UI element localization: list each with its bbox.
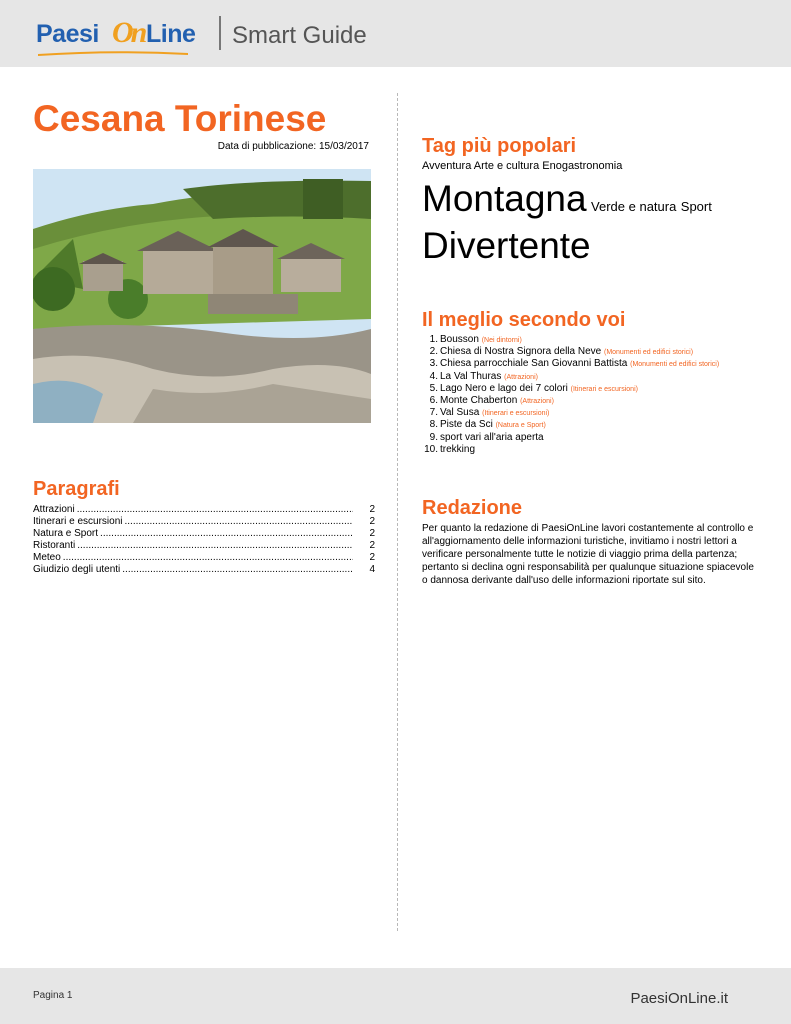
header-band bbox=[0, 0, 791, 67]
rank-number: 3. bbox=[429, 358, 438, 370]
toc-page: 2 bbox=[369, 504, 375, 515]
paragraph-index bbox=[33, 504, 375, 576]
toc-page: 2 bbox=[369, 540, 375, 551]
tags-line-2 bbox=[422, 225, 591, 267]
publication-date: Data di pubblicazione: 15/03/2017 bbox=[217, 141, 369, 152]
redazione-heading: Redazione bbox=[422, 497, 523, 519]
rank-name: Bousson bbox=[440, 334, 479, 345]
village-photo-illustration bbox=[33, 169, 371, 423]
toc-row[interactable] bbox=[33, 564, 375, 576]
rank-number: 9. bbox=[429, 431, 438, 443]
tag-divertente[interactable]: Divertente bbox=[422, 225, 591, 266]
column-divider bbox=[397, 93, 398, 931]
tag-sport[interactable]: Sport bbox=[680, 199, 712, 214]
rank-number: 2. bbox=[429, 346, 438, 358]
rank-number: 1. bbox=[429, 334, 438, 345]
rank-number: 4. bbox=[429, 370, 438, 382]
toc-label: Natura e Sport bbox=[33, 528, 99, 539]
list-item[interactable] bbox=[422, 371, 719, 383]
footer-site-link[interactable]: PaesiOnLine.it bbox=[630, 990, 728, 1007]
list-item[interactable] bbox=[422, 334, 719, 346]
toc-label: Attrazioni bbox=[33, 504, 75, 515]
rank-name: La Val Thuras bbox=[440, 370, 502, 382]
toc-page: 2 bbox=[369, 528, 375, 539]
toc-label: Giudizio degli utenti bbox=[33, 564, 121, 575]
toc-row[interactable] bbox=[33, 504, 375, 516]
toc-page: 2 bbox=[369, 516, 375, 527]
toc-label: Ristoranti bbox=[33, 540, 76, 551]
rank-name: Piste da Sci bbox=[440, 419, 493, 431]
toc-leader bbox=[77, 540, 353, 552]
rank-name: Monte Chaberton bbox=[440, 394, 518, 406]
redazione-disclaimer: Per quanto la redazione di PaesiOnLine lavori costantemente al controllo e all'aggiornamento delle informazioni turistiche, invitiamo i nostri lettori a verificare personalmente tutte le notizie di viaggio prima della partenza; pertanto si declina ogni responsabilità per qualunque situazione spiacevole o dannosa derivante dall'uso delle informazioni riportate sul sito. bbox=[422, 523, 754, 586]
toc-page: 4 bbox=[369, 564, 375, 575]
rank-category: (Attrazioni) bbox=[504, 373, 538, 381]
page-number: Pagina 1 bbox=[33, 990, 73, 1001]
list-item[interactable] bbox=[422, 419, 719, 431]
rank-name: Lago Nero e lago dei 7 colori bbox=[440, 382, 568, 394]
list-item[interactable] bbox=[422, 346, 719, 358]
toc-label: Meteo bbox=[33, 552, 61, 563]
rank-category: (Attrazioni) bbox=[520, 397, 554, 405]
tag-verde-e-natura[interactable]: Verde e natura bbox=[591, 199, 677, 214]
rank-name: trekking bbox=[440, 443, 476, 455]
rank-name: Val Susa bbox=[440, 407, 480, 419]
rank-category: (Itinerari e escursioni) bbox=[482, 410, 550, 418]
logo-text-on: On bbox=[112, 16, 145, 49]
header-title: Smart Guide bbox=[232, 22, 367, 49]
rank-name: sport vari all'aria aperta bbox=[440, 431, 544, 443]
rank-name: Chiesa di Nostra Signora della Neve bbox=[440, 346, 602, 358]
village-photo bbox=[33, 169, 371, 423]
paragrafi-heading: Paragrafi bbox=[33, 478, 120, 500]
rank-number: 10. bbox=[424, 443, 438, 455]
list-item[interactable] bbox=[422, 383, 719, 395]
rank-category: (Monumenti ed edifici storici) bbox=[630, 361, 720, 369]
page-title: Cesana Torinese bbox=[33, 98, 327, 139]
toc-row[interactable] bbox=[33, 516, 375, 528]
logo-text-line: Line bbox=[146, 20, 196, 48]
toc-page: 2 bbox=[369, 552, 375, 563]
logo-swoosh-icon bbox=[38, 50, 188, 56]
toc-leader bbox=[63, 552, 353, 564]
rank-number: 6. bbox=[429, 394, 438, 406]
list-item[interactable] bbox=[422, 358, 719, 370]
toc-label: Itinerari e escursioni bbox=[33, 516, 123, 527]
paesionline-logo[interactable] bbox=[36, 14, 204, 60]
list-item[interactable] bbox=[422, 407, 719, 419]
footer-band bbox=[0, 968, 791, 1024]
rank-number: 5. bbox=[429, 382, 438, 394]
rank-number: 7. bbox=[429, 407, 438, 419]
list-item[interactable] bbox=[422, 432, 719, 444]
rank-category: (Itinerari e escursioni) bbox=[570, 385, 638, 393]
rank-number: 8. bbox=[429, 419, 438, 431]
toc-row[interactable] bbox=[33, 528, 375, 540]
tag-montagna[interactable]: Montagna bbox=[422, 178, 587, 219]
list-item[interactable] bbox=[422, 395, 719, 407]
rank-category: (Monumenti ed edifici storici) bbox=[603, 349, 694, 357]
meglio-heading: Il meglio secondo voi bbox=[422, 309, 626, 331]
toc-row[interactable] bbox=[33, 552, 375, 564]
toc-leader bbox=[122, 564, 353, 576]
logo-text-paesi: Paesi bbox=[36, 20, 99, 48]
list-item[interactable] bbox=[422, 444, 719, 456]
toc-leader bbox=[100, 528, 353, 540]
rank-name: Chiesa parrocchiale San Giovanni Battista bbox=[440, 358, 628, 370]
header-divider bbox=[219, 16, 221, 50]
ranking-list bbox=[422, 334, 719, 456]
rank-category: (Nei dintorni) bbox=[481, 337, 522, 344]
toc-leader bbox=[77, 504, 353, 516]
rank-category: (Natura e Sport) bbox=[495, 422, 546, 430]
tags-small-line[interactable]: Avventura Arte e cultura Enogastronomia bbox=[422, 160, 623, 172]
tags-line-1 bbox=[422, 178, 712, 220]
toc-leader bbox=[124, 516, 353, 528]
tags-heading: Tag più popolari bbox=[422, 135, 577, 157]
toc-row[interactable] bbox=[33, 540, 375, 552]
